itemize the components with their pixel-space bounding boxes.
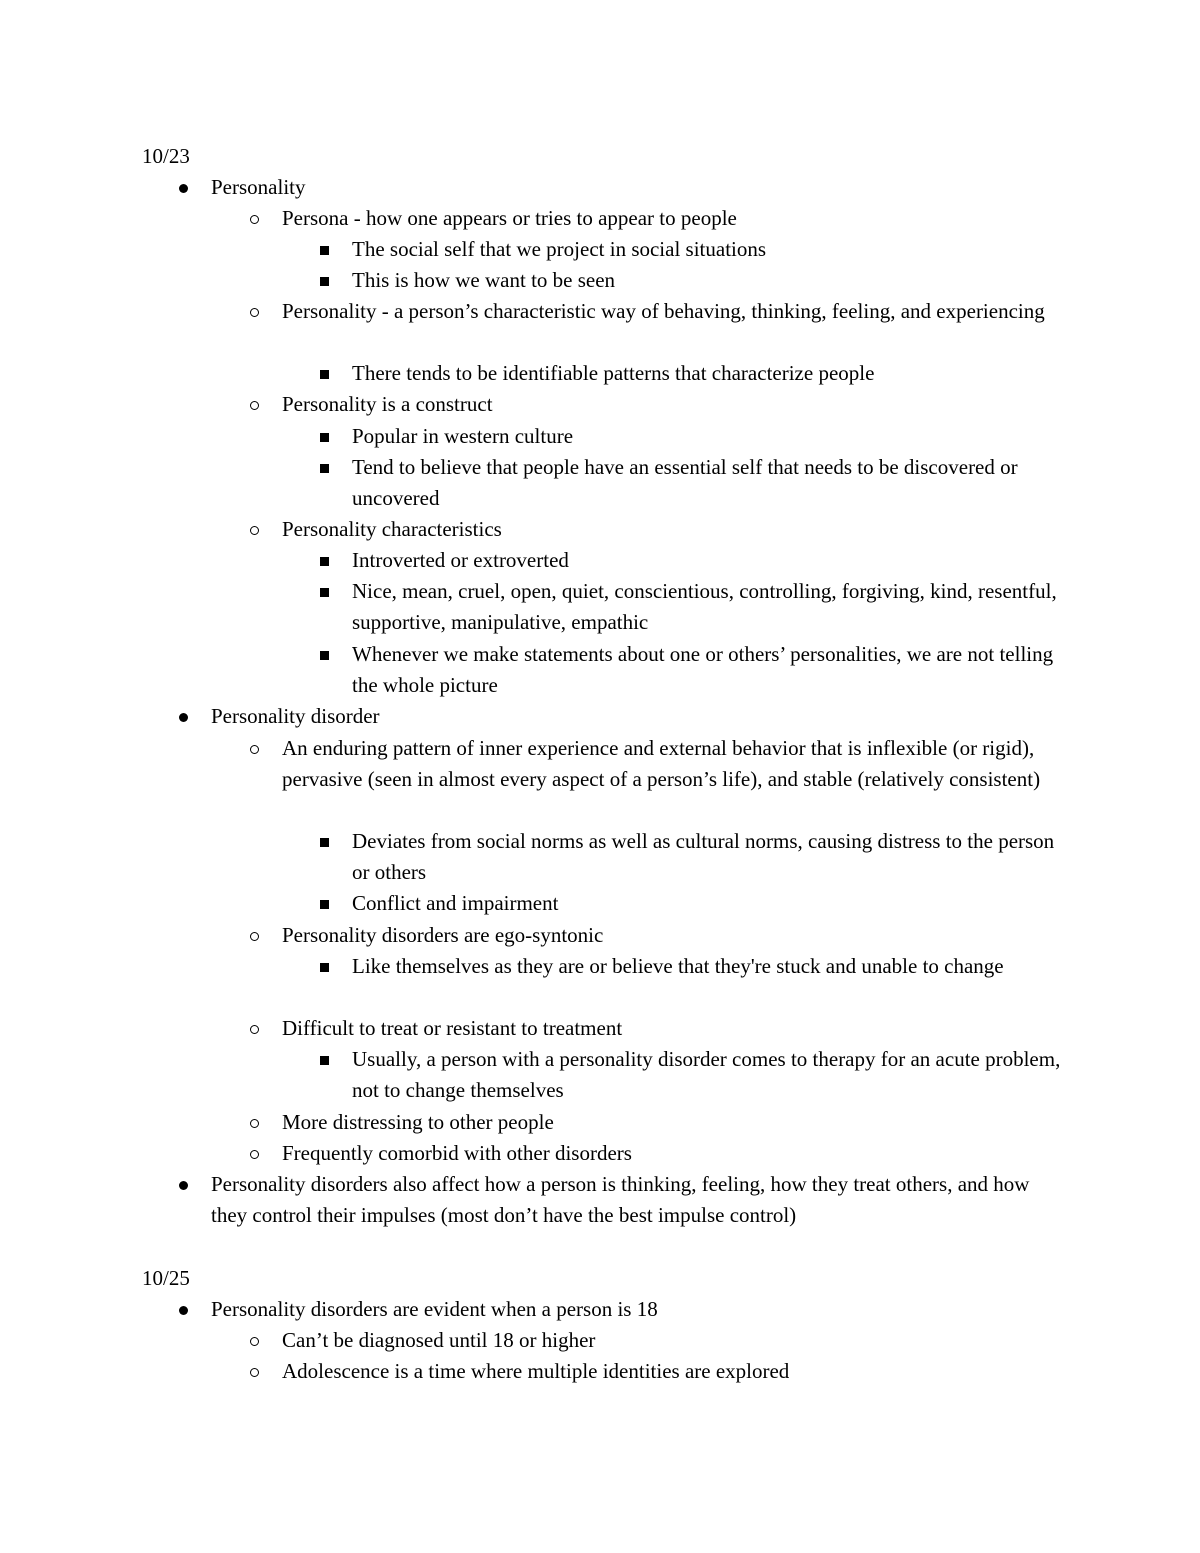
list-item: An enduring pattern of inner experience and external behavior that is inflexible (or rigid), pervasive (seen in almost every aspect of a person’s life), and stable (relatively consistent) (282, 736, 1041, 791)
circle-bullet-icon (250, 401, 259, 410)
list-item: Persona - how one appears or tries to appear to people (282, 206, 737, 230)
list-item: Personality characteristics (282, 517, 502, 541)
list-item: Introverted or extroverted (352, 548, 569, 572)
bullet-icon (179, 184, 188, 193)
circle-bullet-icon (250, 308, 259, 317)
list-item: Whenever we make statements about one or others’ personalities, we are not telling the whole picture (352, 642, 1054, 697)
square-bullet-icon (320, 588, 329, 597)
list-item: There tends to be identifiable patterns that characterize people (352, 361, 875, 385)
list-item: Difficult to treat or resistant to treatment (282, 1016, 623, 1040)
bullet-icon (179, 713, 188, 722)
list-item: The social self that we project in social situations (352, 237, 767, 261)
square-bullet-icon (320, 1056, 329, 1065)
square-bullet-icon (320, 246, 329, 255)
list-item: Frequently comorbid with other disorders (282, 1141, 632, 1165)
list-item: Personality - a person’s characteristic way of behaving, thinking, feeling, and experiencing (282, 299, 1045, 323)
circle-bullet-icon (250, 526, 259, 535)
list-item: Can’t be diagnosed until 18 or higher (282, 1328, 596, 1352)
list-item: Personality is a construct (282, 392, 493, 416)
circle-bullet-icon (250, 1119, 259, 1128)
circle-bullet-icon (250, 1025, 259, 1034)
circle-bullet-icon (250, 1368, 259, 1377)
bullet-icon (179, 1181, 188, 1190)
list-item: Personality disorders are evident when a person is 18 (211, 1297, 658, 1321)
list-item: Personality disorder (211, 704, 380, 728)
square-bullet-icon (320, 464, 329, 473)
square-bullet-icon (320, 838, 329, 847)
list-item: This is how we want to be seen (352, 268, 616, 292)
bullet-icon (179, 1306, 188, 1315)
circle-bullet-icon (250, 215, 259, 224)
list-item: Popular in western culture (352, 424, 574, 448)
circle-bullet-icon (250, 745, 259, 754)
circle-bullet-icon (250, 932, 259, 941)
square-bullet-icon (320, 651, 329, 660)
section-date: 10/25 (142, 1266, 190, 1290)
list-item: Personality (211, 175, 306, 199)
list-item: Like themselves as they are or believe that they're stuck and unable to change (352, 954, 1004, 978)
list-item: Personality disorders also affect how a person is thinking, feeling, how they treat others, and how they control their impulses (most don’t have the best impulse control) (211, 1172, 1030, 1227)
square-bullet-icon (320, 277, 329, 286)
square-bullet-icon (320, 900, 329, 909)
list-item: Conflict and impairment (352, 891, 559, 915)
circle-bullet-icon (250, 1337, 259, 1346)
list-item: Usually, a person with a personality disorder comes to therapy for an acute problem, not to change themselves (352, 1047, 1061, 1102)
section-date: 10/23 (142, 144, 190, 168)
list-item: Personality disorders are ego-syntonic (282, 923, 604, 947)
list-item: Tend to believe that people have an essential self that needs to be discovered or uncovered (352, 455, 1018, 510)
circle-bullet-icon (250, 1150, 259, 1159)
square-bullet-icon (320, 557, 329, 566)
list-item: Adolescence is a time where multiple identities are explored (282, 1359, 790, 1383)
list-item: Nice, mean, cruel, open, quiet, conscientious, controlling, forgiving, kind, resentful, supportive, manipulative, empathic (352, 579, 1057, 634)
square-bullet-icon (320, 963, 329, 972)
square-bullet-icon (320, 370, 329, 379)
list-item: Deviates from social norms as well as cultural norms, causing distress to the person or others (352, 829, 1055, 884)
list-item: More distressing to other people (282, 1110, 554, 1134)
square-bullet-icon (320, 433, 329, 442)
